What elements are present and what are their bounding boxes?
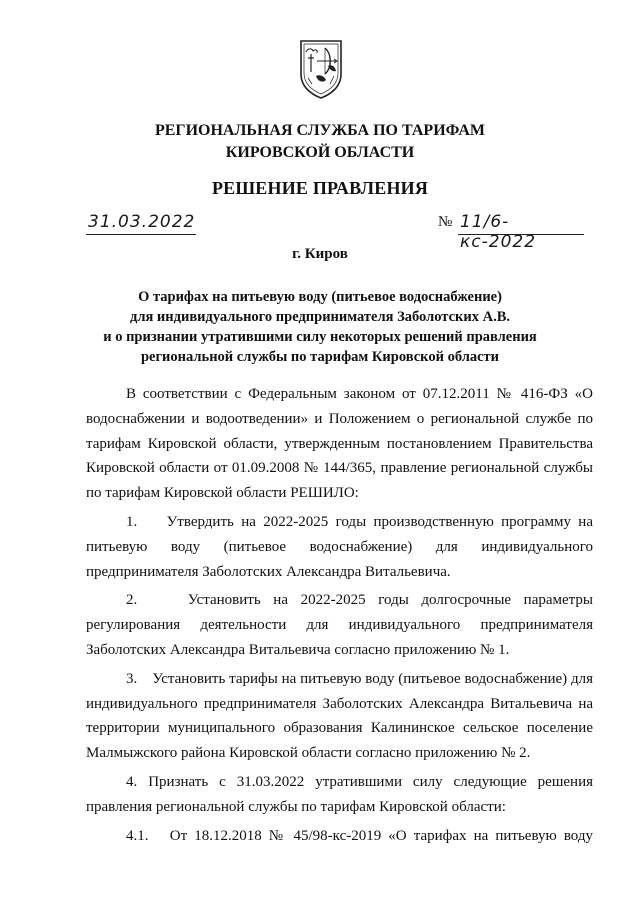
decision-item-2: 2. Установить на 2022-2025 годы долгосрочные параметры регулирования деятельности для индивидуального предпринимателя Заболотских Александра Витальевича согласно приложению № 1. bbox=[86, 592, 593, 658]
document-number-field bbox=[438, 210, 584, 252]
number-sign: № bbox=[438, 214, 453, 230]
handwritten-number: 11/6-кс-2022 bbox=[460, 212, 537, 252]
handwritten-date: 31.03.2022 bbox=[88, 212, 196, 232]
document-title: РЕШЕНИЕ ПРАВЛЕНИЯ bbox=[211, 178, 429, 198]
subject-heading bbox=[0, 287, 640, 367]
city-name: г. Киров bbox=[292, 246, 348, 262]
intro-paragraph: В соответствии с Федеральным законом от 07.12.2011 № 416-ФЗ «О водоснабжении и водоотведении» и Положением о региональной службе по тарифам Кировской области, утвержденным постановлением Правительства Кировской области от 01.09.2008 № 144/365, правление региональной службы по тарифам Кировской области РЕШИЛО: bbox=[86, 386, 593, 502]
document-body bbox=[86, 382, 593, 852]
date-field bbox=[86, 210, 196, 235]
kirov-coat-of-arms-icon bbox=[298, 38, 344, 100]
decision-item-4-1: 4.1. От 18.12.2018 № 45/98-кс-2019 «О тарифах на питьевую воду bbox=[126, 827, 593, 844]
subject-line-1: О тарифах на питьевую воду (питьевое водоснабжение) bbox=[138, 289, 502, 305]
decision-item-4: 4. Признать с 31.03.2022 утратившими силу следующие решения правления региональной службы по тарифам Кировской области: bbox=[86, 773, 593, 815]
subject-line-3: и о признании утратившими силу некоторых решений правления bbox=[103, 329, 537, 345]
decision-item-1: 1. Утвердить на 2022-2025 годы производственную программу на питьевую воду (питьевое водоснабжение) для индивидуального предпринимателя Заболотских Александра Витальевича. bbox=[86, 513, 593, 580]
subject-line-4: региональной службы по тарифам Кировской области bbox=[140, 349, 500, 365]
decision-item-3: 3. Установить тарифы на питьевую воду (питьевое водоснабжение) для индивидуального предпринимателя Заболотских Александра Витальевича на территории муниципального образования Калининское сельское поселение Малмыжского района Кировской области согласно приложению № 2. bbox=[86, 670, 593, 762]
organization-line-1: РЕГИОНАЛЬНАЯ СЛУЖБА ПО ТАРИФАМ bbox=[154, 122, 486, 139]
organization-name bbox=[0, 120, 640, 164]
number-underline bbox=[458, 211, 584, 252]
organization-line-2: КИРОВСКОЙ ОБЛАСТИ bbox=[225, 144, 415, 161]
subject-line-2: для индивидуального предпринимателя Заболотских А.В. bbox=[129, 309, 511, 325]
